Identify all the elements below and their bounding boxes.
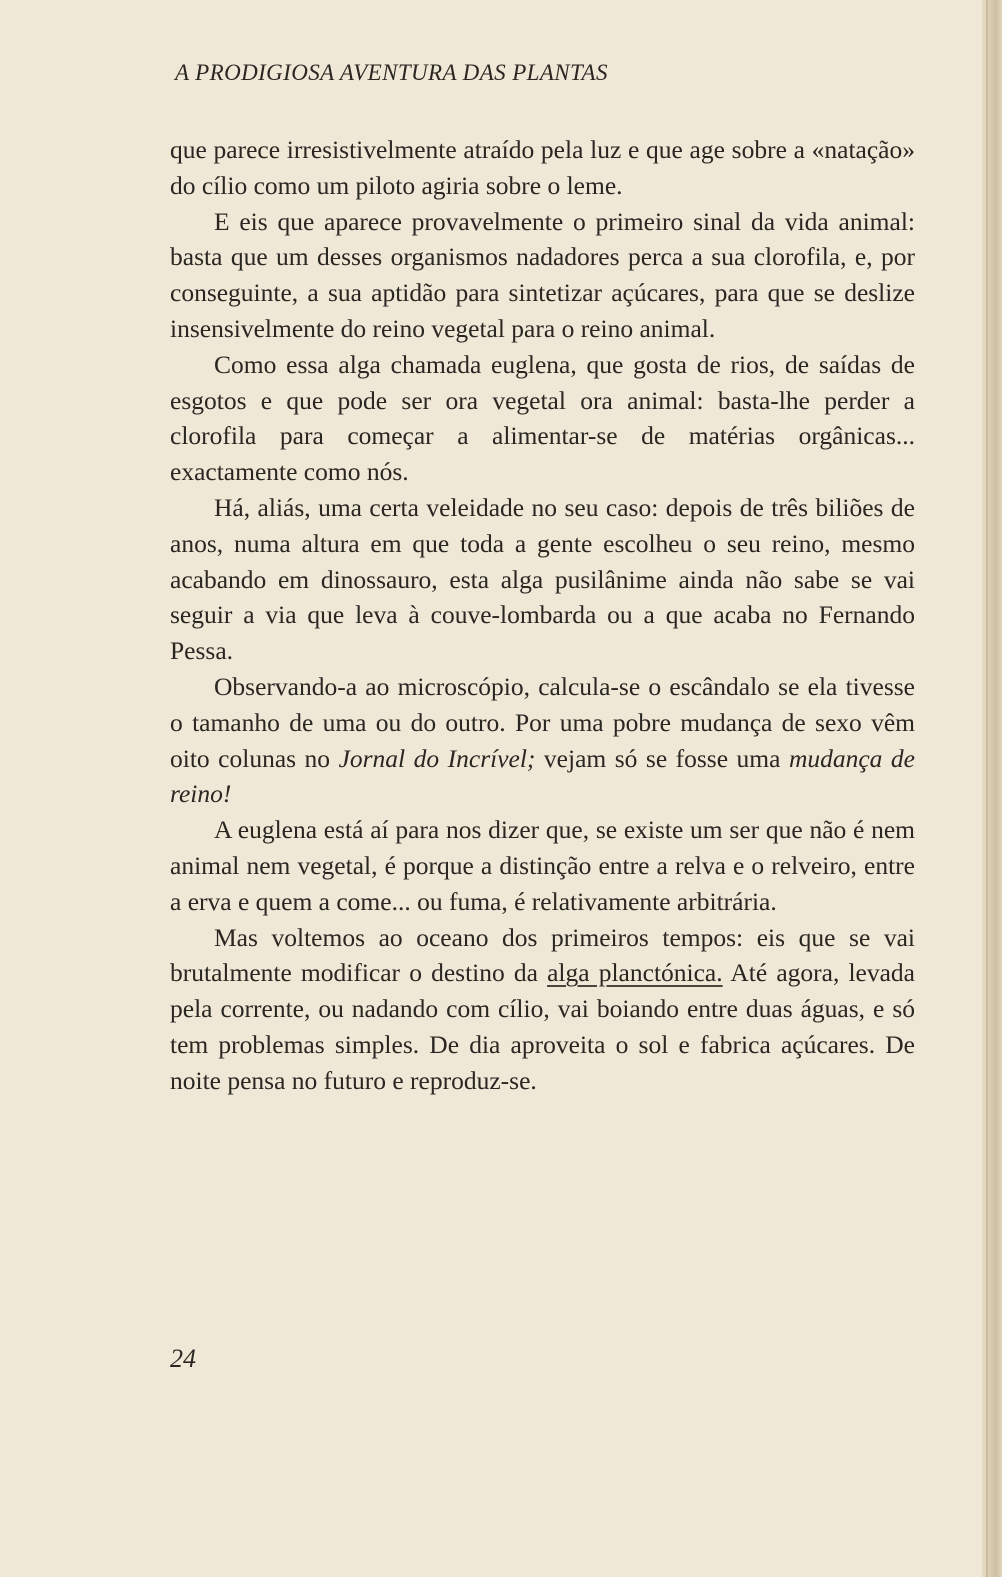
running-head: A PRODIGIOSA AVENTURA DAS PLANTAS [175, 60, 608, 85]
page-gutter-line [986, 0, 988, 1577]
paragraph-5-text-b: vejam só se fosse uma [535, 743, 789, 773]
paragraph-3: Como essa alga chamada euglena, que gosta de rios, de saídas de esgotos e que pode ser ora vegetal ora animal: basta-lhe perder a clorofila para começar a alimentar-se de matérias orgânicas... exactamente como nós. [170, 349, 915, 487]
paragraph-7-text-b: Até agora, levada pela corrente, ou nadando com cílio, vai boiando entre duas águas, e só tem problemas simples. De dia aproveita o sol e fabrica açúcares. De noite pensa no futuro e reproduz-se. [170, 958, 916, 1095]
paragraph-7-text-a: Mas voltemos ao oceano dos primeiros tempos: eis que se vai brutalmente modificar o destino da [170, 922, 915, 988]
page-number: 24 [170, 1344, 196, 1373]
paragraph-1: que parece irresistivelmente atraído pela luz e que age sobre a «natação» do cílio como um piloto agiria sobre o leme. [170, 135, 915, 200]
italic-emphasis: mudança de reino! [170, 743, 915, 809]
paragraph-5-text-a: Observando-a ao microscópio, calcula-se o escândalo se ela tivesse o tamanho de uma ou do outro. Por uma pobre mudança de sexo vêm oito colunas no [170, 671, 915, 773]
paragraph-7 [170, 920, 915, 1099]
paragraph-4: Há, aliás, uma certa veleidade no seu caso: depois de três biliões de anos, numa altura em que toda a gente escolheu o seu reino, mesmo acabando em dinossauro, esta alga pusilânime ainda não sabe se vai seguir a via que leva à couve-lombarda ou a que acaba no Fernando Pessa. [170, 492, 915, 666]
italic-newspaper-title: Jornal do Incrível; [338, 743, 536, 773]
page-gutter-edge [982, 0, 1002, 1577]
handwritten-underline-mark: alga planctónica. [547, 958, 723, 988]
paragraph-2: E eis que aparece provavelmente o primeiro sinal da vida animal: basta que um desses organismos nadadores perca a sua clorofila, e, por conseguinte, a sua aptidão para sintetizar açúcares, para que se deslize insensivelmente do reino vegetal para o reino animal. [170, 206, 915, 343]
paragraph-5 [170, 669, 915, 812]
body-text [170, 132, 915, 1099]
paragraph-6: A euglena está aí para nos dizer que, se existe um ser que não é nem animal nem vegetal, é porque a distinção entre a relva e o relveiro, entre a erva e quem a come... ou fuma, é relativamente arbitrária. [170, 815, 915, 916]
